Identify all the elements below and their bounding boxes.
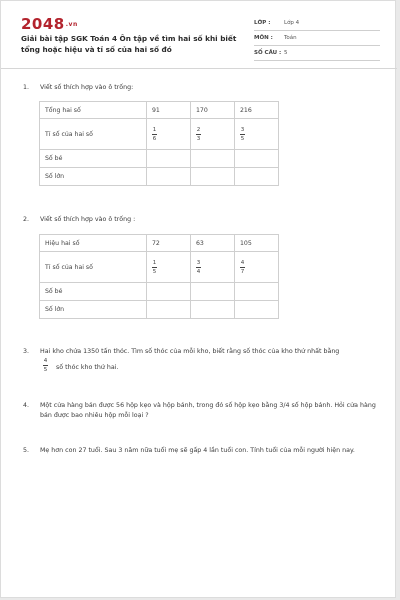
fraction: $\frac{4}{7}$ — [240, 260, 245, 275]
answer-cell[interactable] — [235, 168, 279, 186]
fraction: $\frac{1}{6}$ — [152, 127, 157, 142]
site-logo[interactable]: 2048.vn — [21, 15, 78, 33]
answer-cell[interactable] — [147, 150, 191, 168]
header-divider — [1, 68, 397, 69]
fraction: $\frac{1}{5}$ — [152, 260, 157, 275]
meta-question-count: SỐ CÂU : 5 — [254, 47, 380, 61]
answer-cell[interactable] — [235, 301, 279, 319]
answer-cell[interactable] — [147, 168, 191, 186]
table-row: Tỉ số của hai số $\frac{1}{5}$ $\frac{3}{4}$ $\frac{4}{7}$ — [40, 252, 279, 283]
fraction: $\frac{3}{4}$ — [196, 260, 201, 275]
answer-cell[interactable] — [191, 283, 235, 301]
fraction: 4 5 — [43, 358, 48, 373]
meta-subject: MÔN : Toán — [254, 32, 380, 46]
table-row: Tỉ số của hai số $\frac{1}{6}$ $\frac{2}{3}$ $\frac{3}{5}$ — [40, 119, 279, 150]
fraction: $\frac{2}{3}$ — [196, 127, 201, 142]
table-row: Hiệu hai số 72 63 105 — [40, 235, 279, 252]
table-row: Số bé — [40, 150, 279, 168]
table-row: Số bé — [40, 283, 279, 301]
document-title: Giải bài tập SGK Toán 4 Ôn tập về tìm hai số khi biết tổng hoặc hiệu và tỉ số của hai số đó — [21, 34, 237, 54]
table-row: Tổng hai số 91 170 216 — [40, 102, 279, 119]
table-1 — [39, 101, 279, 186]
table-row: Số lớn — [40, 168, 279, 186]
answer-cell[interactable] — [147, 283, 191, 301]
worksheet-header — [1, 1, 397, 67]
worksheet-page: 2048.vn Giải bài tập SGK Toán 4 Ôn tập về tìm hai số khi biết tổng hoặc hiệu và tỉ số của hai số đó LỚP : Lớp 4 MÔN : Toán SỐ CÂU : 5 1. Viết số thích hợp vào ô trống: Tổng hai số 91 170 216 Tỉ số của hai số $\frac{1}{6}$ $\frac{2}{3}$ $\frac{3}{5}$ Số bé Số lớn 2. Viết số thích hợp vào ô trống : Hiệu hai số 72 63 105 Tỉ số của hai số $\frac{1}{5}$ $\frac{3}{4}$ $\frac{4}{7}$ Số bé Số lớn 3. Hai kho chứa 1350 tấn thóc. Tìm số thóc của mỗi kho, biết rằng số thóc của kho thứ nhất bằng 4 5 số thóc kho thứ hai. 4. Một cửa hàng bán được 56 hộp kẹo và hộp bánh, trong đó số hộp kẹo bằng 3/4 số hộp bánh. Hỏi cửa hàng bán được bao nhiêu hộp mỗi loại ? 5. Mẹ hơn con 27 tuổi. Sau 3 năm nữa tuổi mẹ sẽ gấp 4 lần tuổi con. Tính tuổi của mỗi người hiện nay. — [0, 0, 396, 598]
answer-cell[interactable] — [191, 150, 235, 168]
answer-cell[interactable] — [235, 150, 279, 168]
answer-cell[interactable] — [147, 301, 191, 319]
answer-cell[interactable] — [191, 301, 235, 319]
fraction: $\frac{3}{5}$ — [240, 127, 245, 142]
table-2 — [39, 234, 279, 319]
meta-grade: LỚP : Lớp 4 — [254, 17, 380, 31]
answer-cell[interactable] — [191, 168, 235, 186]
answer-cell[interactable] — [235, 283, 279, 301]
table-row: Số lớn — [40, 301, 279, 319]
